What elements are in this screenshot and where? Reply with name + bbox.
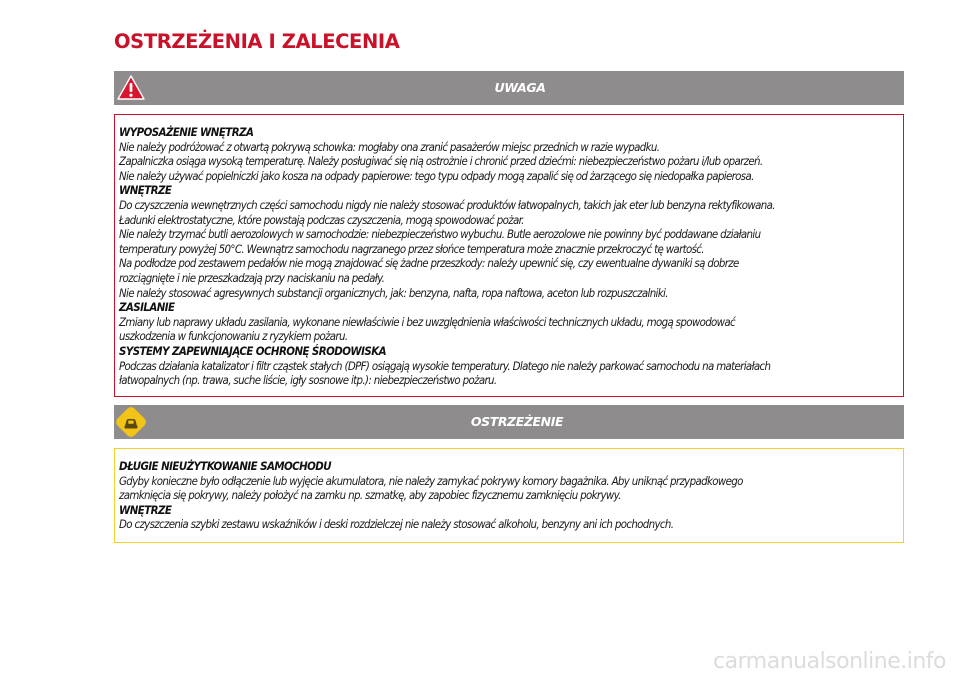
body-text-line: łatwopalnych (np. trawa, suche liście, igły sosnowe itp.): niebezpieczeństwo pożaru. bbox=[119, 373, 497, 388]
body-text-line: zamknięcia się pokrywy, należy położyć na zamku np. szmatkę, aby zapobiec fizycznemu zamknięciu pokrywy. bbox=[119, 488, 621, 503]
caution-label: OSTRZEŻENIE bbox=[470, 414, 564, 429]
body-text-line: Nie należy stosować agresywnych substancji organicznych, jak: benzyna, nafta, ropa naftowa, aceton lub rozpuszczalniki. bbox=[119, 285, 668, 300]
warning-text bbox=[119, 125, 899, 388]
body-text-line: Do czyszczenia wewnętrznych części samochodu nigdy nie należy stosować produktów łatwopalnych, takich jak eter lub benzyna rektyfikowana. bbox=[119, 197, 775, 212]
body-text-line: Zmiany lub naprawy układu zasilania, wykonane niewłaściwie i bez uwzględnienia właściwości technicznych układu, mogą spowodować bbox=[119, 314, 736, 329]
body-text-line: Gdyby konieczne było odłączenie lub wyjęcie akumulatora, nie należy zamykać pokrywy komory bagażnika. Aby uniknąć przypadkowego bbox=[119, 473, 743, 488]
section-heading: WNĘTRZE bbox=[119, 502, 172, 517]
body-text-line: Nie należy używać popielniczki jako kosza na odpady papierowe: tego typu odpady mogą zapalić się od żarzącego się niedopałka papierosa. bbox=[119, 168, 754, 183]
section-heading: WYPOSAŻENIE WNĘTRZA bbox=[119, 125, 254, 139]
caution-text bbox=[119, 459, 899, 532]
section-heading: WNĘTRZE bbox=[119, 183, 172, 198]
section-heading: SYSTEMY ZAPEWNIAJĄCE OCHRONĘ ŚRODOWISKA bbox=[119, 343, 387, 358]
caution-header-bar bbox=[114, 405, 904, 439]
watermark: carmanualsonline.info bbox=[713, 649, 946, 674]
body-text-line: Nie należy trzymać butli aerozolowych w samochodzie: niebezpieczeństwo wybuchu. Butle aerozolowe nie powinny być poddawane działaniu bbox=[119, 227, 761, 242]
caution-box bbox=[114, 448, 904, 543]
body-text-line: Na podłodze pod zestawem pedałów nie mogą znajdować się żadne przeszkody: należy upewnić się, czy ewentualne dywaniki są dobrze bbox=[119, 256, 739, 271]
body-text-line: uszkodzenia w funkcjonowaniu z ryzykiem pożaru. bbox=[119, 329, 348, 344]
warning-box bbox=[114, 114, 904, 397]
body-text-line: Nie należy podróżować z otwartą pokrywą schowka: mogłaby ona zranić pasażerów miejsc przednich w razie wypadku. bbox=[119, 139, 660, 154]
body-text-line: Ładunki elektrostatyczne, które powstają podczas czyszczenia, mogą spowodować pożar. bbox=[119, 212, 524, 227]
page-title: OSTRZEŻENIA I ZALECENIA bbox=[114, 30, 400, 53]
section-heading: DŁUGIE NIEUŻYTKOWANIE SAMOCHODU bbox=[119, 459, 332, 473]
section-heading: ZASILANIE bbox=[119, 300, 175, 315]
body-text-line: Zapalniczka osiąga wysoką temperaturę. Należy posługiwać się nią ostrożnie i chronić przed dziećmi: niebezpieczeństwo pożaru i/lub oparzeń. bbox=[119, 154, 763, 169]
warning-label: UWAGA bbox=[494, 80, 546, 95]
body-text-line: temperatury powyżej 50°C. Wewnątrz samochodu nagrzanego przez słońce temperatura może znacznie przekroczyć tę wartość. bbox=[119, 241, 704, 256]
body-text-line: Podczas działania katalizator i filtr cząstek stałych (DPF) osiągają wysokie temperatury. Dlatego nie należy parkować samochodu na materiałach bbox=[119, 358, 771, 373]
body-text-line: rozciągnięte i nie przeszkadzają przy naciskaniu na pedały. bbox=[119, 270, 385, 285]
warning-header-bar bbox=[114, 71, 904, 105]
body-text-line: Do czyszczenia szybki zestawu wskaźników i deski rozdzielczej nie należy stosować alkoholu, benzyny ani ich pochodnych. bbox=[119, 517, 674, 532]
